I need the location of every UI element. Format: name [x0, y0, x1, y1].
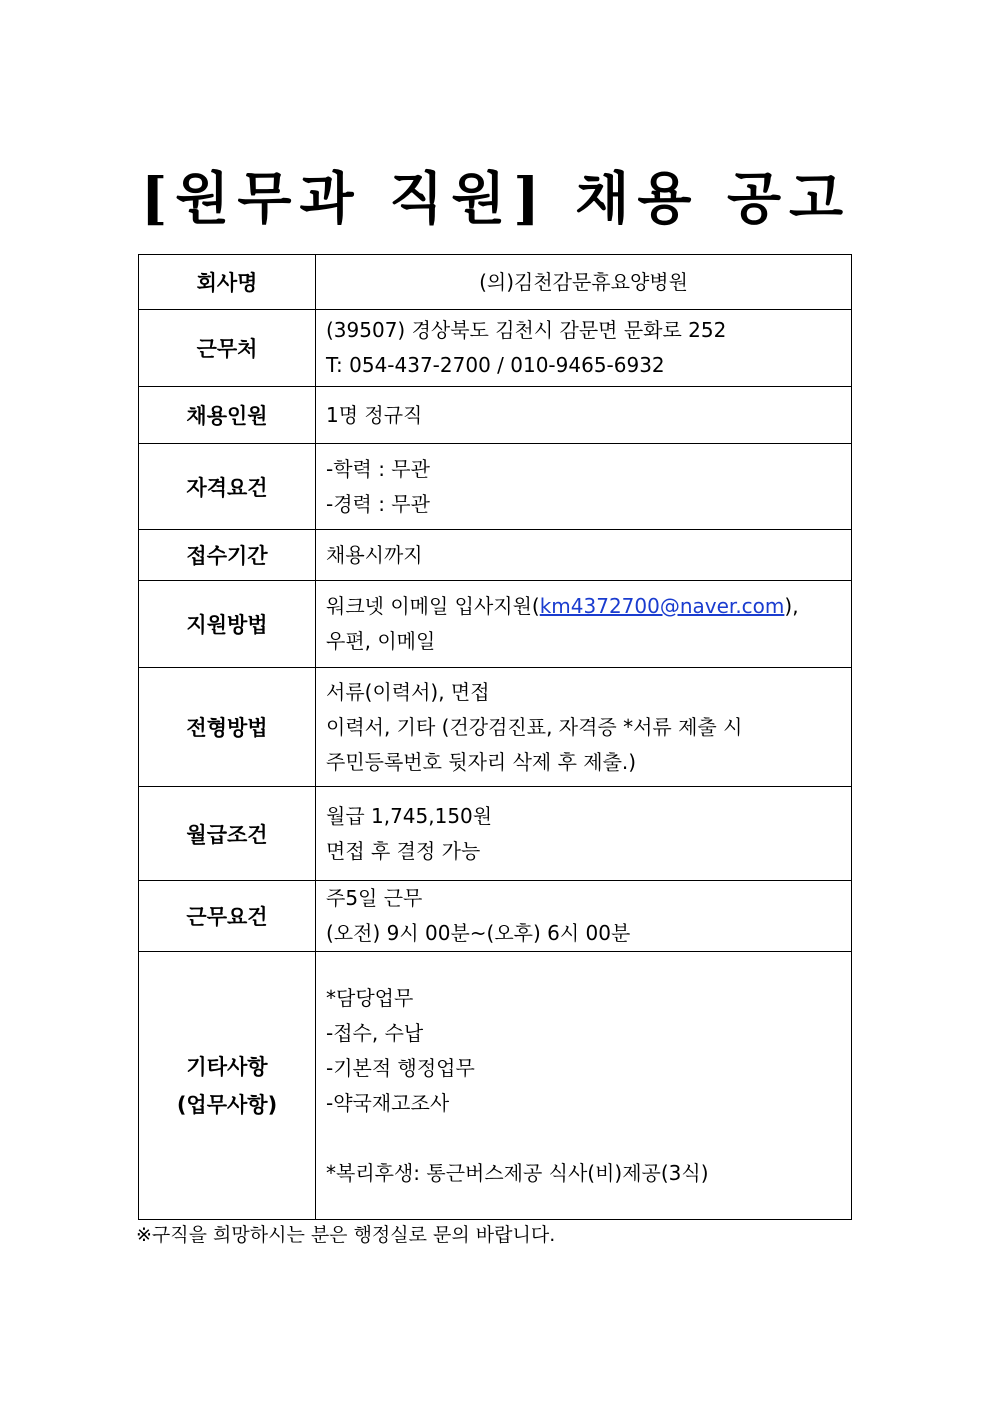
label-etc [139, 952, 316, 1220]
row-company [139, 255, 852, 310]
workplace-address: (39507) 경상북도 김천시 감문면 문화로 252 [326, 318, 727, 342]
value-period: 채용시까지 [316, 530, 852, 581]
workplace-phone: T: 054-437-2700 / 010-9465-6932 [326, 353, 665, 377]
row-period [139, 530, 852, 581]
row-headcount [139, 387, 852, 444]
etc-duty-2: -기본적 행정업무 [326, 1055, 475, 1080]
qualification-education: -학력 : 무관 [326, 456, 430, 481]
value-qualification [316, 444, 852, 530]
row-workplace [139, 310, 852, 387]
label-etc-line1: 기타사항 [186, 1054, 268, 1079]
qualification-experience: -경력 : 무관 [326, 491, 430, 516]
etc-duty-1: -접수, 수납 [326, 1020, 424, 1045]
value-workplace [316, 310, 852, 387]
value-hours [316, 881, 852, 952]
row-hours [139, 881, 852, 952]
label-salary: 월급조건 [139, 787, 316, 881]
apply-email-link[interactable]: km4372700@naver.com [539, 594, 785, 618]
screening-line1: 서류(이력서), 면접 [326, 679, 490, 704]
hours-line1: 주5일 근무 [326, 886, 423, 910]
row-screening [139, 668, 852, 787]
label-qualification: 자격요건 [139, 444, 316, 530]
value-screening [316, 668, 852, 787]
value-headcount: 1명 정규직 [316, 387, 852, 444]
label-screening: 전형방법 [139, 668, 316, 787]
row-etc [139, 952, 852, 1220]
label-workplace: 근무처 [139, 310, 316, 387]
row-qualification [139, 444, 852, 530]
apply-line2: 우편, 이메일 [326, 629, 436, 653]
etc-spacer [326, 1121, 851, 1156]
value-company: (의)김천감문휴요양병원 [316, 255, 852, 310]
hours-line2: (오전) 9시 00분~(오후) 6시 00분 [326, 921, 631, 945]
value-apply [316, 581, 852, 668]
recruitment-table [138, 254, 852, 1220]
footnote: ※구직을 희망하시는 분은 행정실로 문의 바랍니다. [136, 1224, 556, 1246]
row-apply [139, 581, 852, 668]
label-hours: 근무요건 [139, 881, 316, 952]
label-headcount: 채용인원 [139, 387, 316, 444]
salary-line2: 면접 후 결정 가능 [326, 838, 481, 863]
apply-line1 [326, 589, 851, 624]
row-salary [139, 787, 852, 881]
screening-line3: 주민등록번호 뒷자리 삭제 후 제출.) [326, 749, 637, 774]
screening-line2: 이력서, 기타 (건강검진표, 자격증 *서류 제출 시 [326, 714, 743, 739]
salary-line1: 월급 1,745,150원 [326, 803, 493, 828]
apply-prefix: 워크넷 이메일 입사지원( [326, 594, 540, 618]
label-etc-line2: (업무사항) [176, 1092, 278, 1117]
apply-suffix: ), [784, 594, 799, 618]
page-title: [원무과 직원] 채용 공고 [140, 166, 852, 232]
etc-duties-title: *담당업무 [326, 985, 414, 1010]
etc-welfare: *복리후생: 통근버스제공 식사(비)제공(3식) [326, 1160, 709, 1185]
label-company: 회사명 [139, 255, 316, 310]
value-etc [316, 952, 852, 1220]
etc-duty-3: -약국재고조사 [326, 1090, 450, 1115]
label-period: 접수기간 [139, 530, 316, 581]
label-apply: 지원방법 [139, 581, 316, 668]
value-salary [316, 787, 852, 881]
